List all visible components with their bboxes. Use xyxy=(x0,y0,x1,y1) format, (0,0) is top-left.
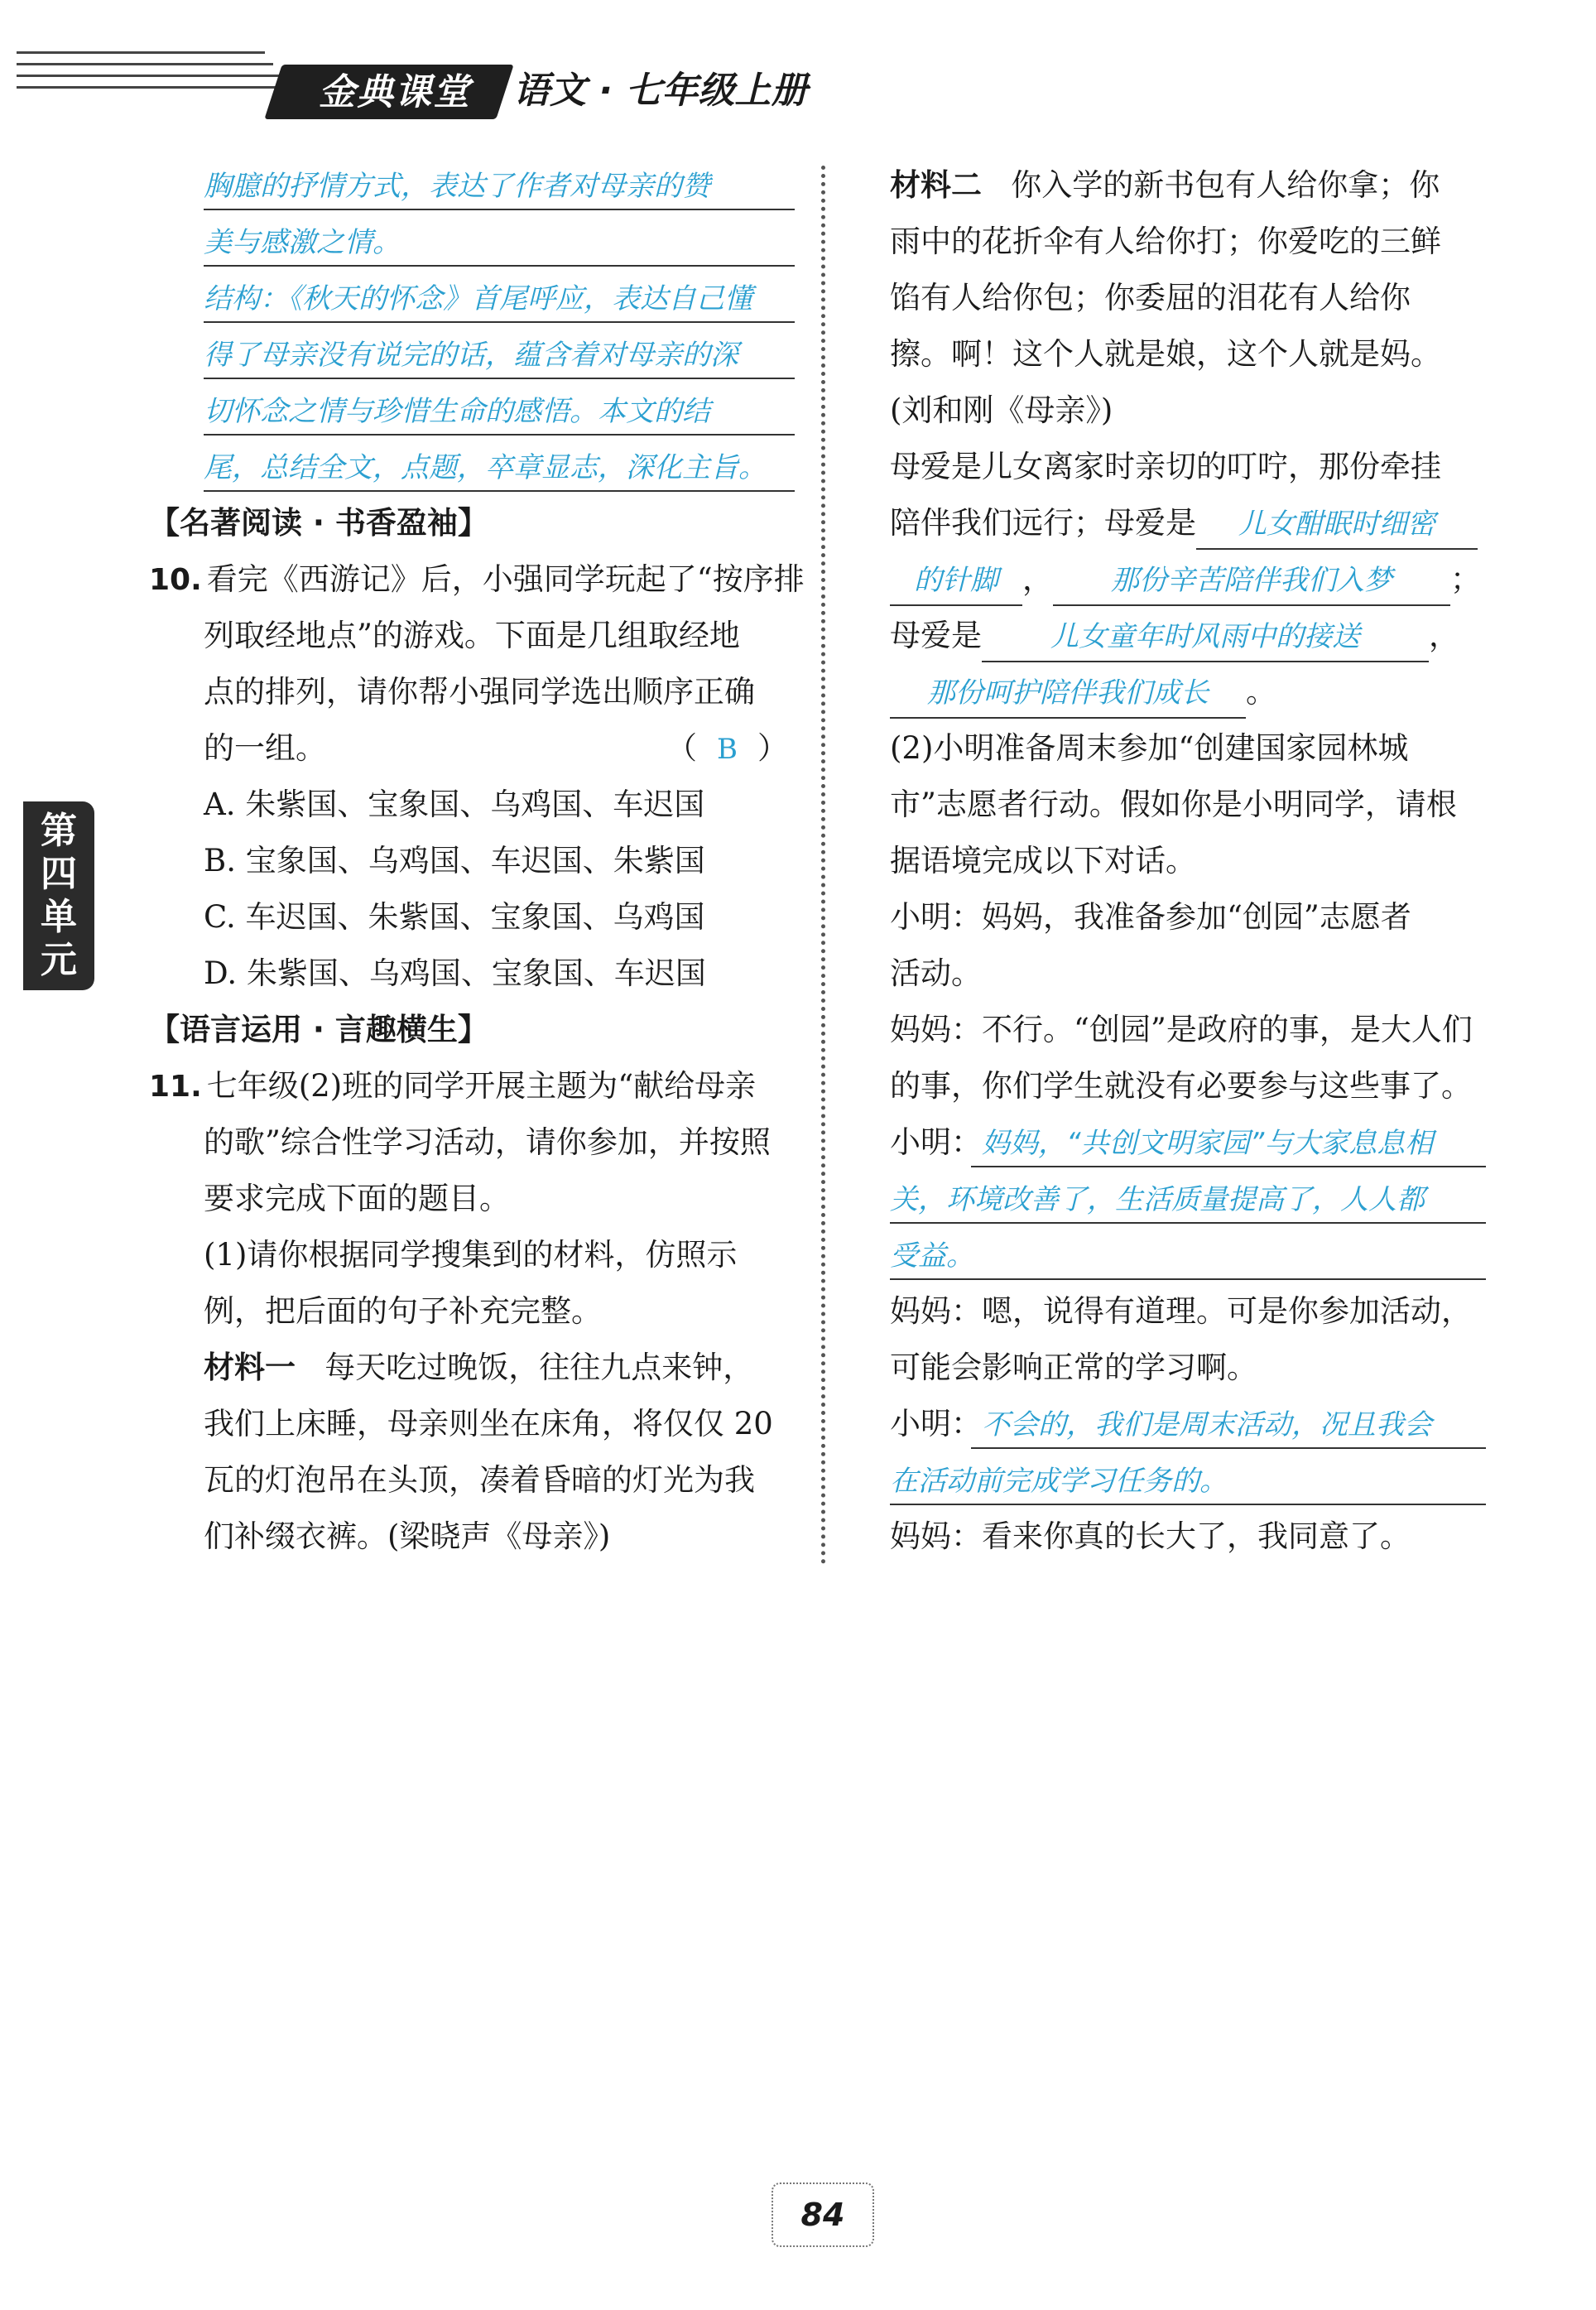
material-1-label: 材料一 xyxy=(204,1350,296,1385)
question-10-line: 10. 看完《西游记》后，小强同学玩起了“按序排 xyxy=(149,561,805,597)
option-c: C. 车迟国、朱紫国、宝象国、乌鸡国 xyxy=(204,899,705,935)
left-column xyxy=(149,157,805,1565)
dialogue-xiaoming: 小明：妈妈，我准备参加“创园”志愿者 xyxy=(890,899,1411,935)
answer-line: 切怀念之情与珍惜生命的感悟。本文的结 xyxy=(157,383,795,439)
fill-blank[interactable]: 儿女童年时风雨中的接送 xyxy=(982,613,1429,662)
dialogue-xiaoming-answer: 小明：妈妈，“共创文明家园”与大家息息相 xyxy=(890,1114,1486,1171)
dialogue-xiaoming-answer xyxy=(890,1452,1486,1509)
question-number: 10. xyxy=(149,563,202,597)
dialogue-mama: 妈妈：看来你真的长大了，我同意了。 xyxy=(890,1518,1411,1554)
question-10-line: 列取经地点”的游戏。下面是几组取经地 xyxy=(204,618,740,653)
answer-text[interactable]: 受益。 xyxy=(890,1239,974,1273)
question-10-line: 点的排列，请你帮小强同学选出顺序正确 xyxy=(204,674,755,710)
fill-line: 母爱是 儿女童年时风雨中的接送 ， xyxy=(890,608,1486,664)
option-d: D. 朱紫国、乌鸡国、宝象国、车迟国 xyxy=(204,955,706,991)
fill-line: 那份呵护陪伴我们成长 。 xyxy=(890,664,1486,720)
dialogue-mama: 的事，你们学生就没有必要参与这些事了。 xyxy=(890,1068,1472,1104)
question-number: 11. xyxy=(149,1070,202,1104)
option-b: B. 宝象国、乌鸡国、车迟国、朱紫国 xyxy=(204,843,705,878)
fill-line: 的针脚 ， 那份辛苦陪伴我们入梦 ； xyxy=(890,551,1486,608)
unit-side-tab xyxy=(23,801,94,990)
answer-line: 结构：《秋天的怀念》首尾呼应，表达自己懂 xyxy=(157,270,795,326)
fill-blank[interactable]: 儿女酣眠时细密 xyxy=(1196,500,1478,550)
side-tab-char: 第 xyxy=(41,810,77,852)
material-1-line: 瓦的灯泡吊在头顶，凑着昏暗的灯光为我 xyxy=(204,1462,755,1498)
dialogue-xiaoming-answer: 小明：不会的，我们是周末活动，况且我会 xyxy=(890,1396,1486,1452)
section-heading-language: 【语言运用 · 言趣横生】 xyxy=(149,1012,488,1047)
answer-text[interactable]: 不会的，我们是周末活动，况且我会 xyxy=(982,1408,1432,1441)
question-10-line: 的一组。 （ B ） xyxy=(157,720,795,777)
question-10-answer: B xyxy=(717,733,738,766)
dialogue-mama: 妈妈：不行。“创园”是政府的事，是大人们 xyxy=(890,1012,1473,1047)
sub-question-2: (2)小明准备周末参加“创建国家园林城 xyxy=(890,730,1409,766)
answer-text[interactable]: 妈妈，“共创文明家园”与大家息息相 xyxy=(982,1127,1434,1160)
section-heading-reading: 【名著阅读 · 书香盈袖】 xyxy=(149,505,488,541)
material-1-line: 我们上床睡，母亲则坐在床角，将仅仅 20 xyxy=(204,1406,773,1441)
question-11-line: 要求完成下面的题目。 xyxy=(204,1181,510,1216)
fill-line: 陪伴我们远行；母爱是 儿女酣眠时细密 xyxy=(890,495,1486,551)
sub-question-2: 市”志愿者行动。假如你是小明同学，请根 xyxy=(890,787,1457,822)
fill-blank[interactable]: 的针脚 xyxy=(890,556,1022,606)
answer-line: 得了母亲没有说完的话，蕴含着对母亲的深 xyxy=(157,326,795,383)
column-divider xyxy=(821,166,825,1565)
subject-title: 语文 · 七年级上册 xyxy=(513,70,808,112)
answer-line: 胸臆的抒情方式，表达了作者对母亲的赞 xyxy=(157,157,795,214)
right-column xyxy=(890,157,1486,1565)
dialogue-mama: 妈妈：嗯，说得有道理。可是你参加活动， xyxy=(890,1293,1472,1329)
material-1-line: 们补缀衣裤。(梁晓声《母亲》) xyxy=(204,1518,611,1554)
side-tab-char: 单 xyxy=(41,896,77,938)
sub-question-1: 例，把后面的句子补充完整。 xyxy=(204,1293,602,1329)
side-tab-char: 元 xyxy=(41,939,77,981)
example-line: 母爱是儿女离家时亲切的叮咛，那份牵挂 xyxy=(890,449,1441,484)
dialogue-mama: 可能会影响正常的学习啊。 xyxy=(890,1350,1257,1385)
material-2-label: 材料二 xyxy=(890,167,982,203)
fill-blank[interactable]: 那份呵护陪伴我们成长 xyxy=(890,669,1246,719)
material-2-line: (刘和刚《母亲》) xyxy=(890,392,1113,428)
material-2-line: 擦。啊！这个人就是娘，这个人就是妈。 xyxy=(890,336,1441,372)
material-2-line: 雨中的花折伞有人给你打；你爱吃的三鲜 xyxy=(890,224,1441,259)
material-2-line: 材料二 你入学的新书包有人给你拿；你 xyxy=(890,167,1440,203)
material-2-line: 馅有人给你包；你委屈的泪花有人给你 xyxy=(890,280,1411,315)
page-number: 84 xyxy=(772,2182,874,2247)
brand-title: 金典课堂 xyxy=(319,71,471,113)
option-a: A. 朱紫国、宝象国、乌鸡国、车迟国 xyxy=(204,787,705,822)
dialogue-xiaoming-answer xyxy=(890,1171,1486,1227)
sub-question-2: 据语境完成以下对话。 xyxy=(890,843,1196,878)
material-1-line: 材料一 每天吃过晚饭，往往九点来钟， xyxy=(204,1350,754,1385)
dialogue-xiaoming-answer xyxy=(890,1227,1486,1283)
question-11-line: 的歌”综合性学习活动，请你参加，并按照 xyxy=(204,1124,771,1160)
question-11-line: 11. 七年级(2)班的同学开展主题为“献给母亲 xyxy=(149,1068,757,1104)
answer-text[interactable]: 在活动前完成学习任务的。 xyxy=(890,1465,1228,1498)
answer-bracket: （ B ） xyxy=(666,730,788,766)
dialogue-xiaoming: 活动。 xyxy=(890,955,982,991)
fill-blank[interactable]: 那份辛苦陪伴我们入梦 xyxy=(1053,556,1450,606)
side-tab-char: 四 xyxy=(41,853,77,895)
answer-line: 尾，总结全文，点题，卒章显志，深化主旨。 xyxy=(157,439,795,495)
answer-line: 美与感激之情。 xyxy=(157,214,795,270)
header-decoration-lines xyxy=(17,51,290,109)
sub-question-1: (1)请你根据同学搜集到的材料，仿照示 xyxy=(204,1237,738,1273)
answer-text[interactable]: 关，环境改善了，生活质量提高了，人人都 xyxy=(890,1183,1425,1216)
